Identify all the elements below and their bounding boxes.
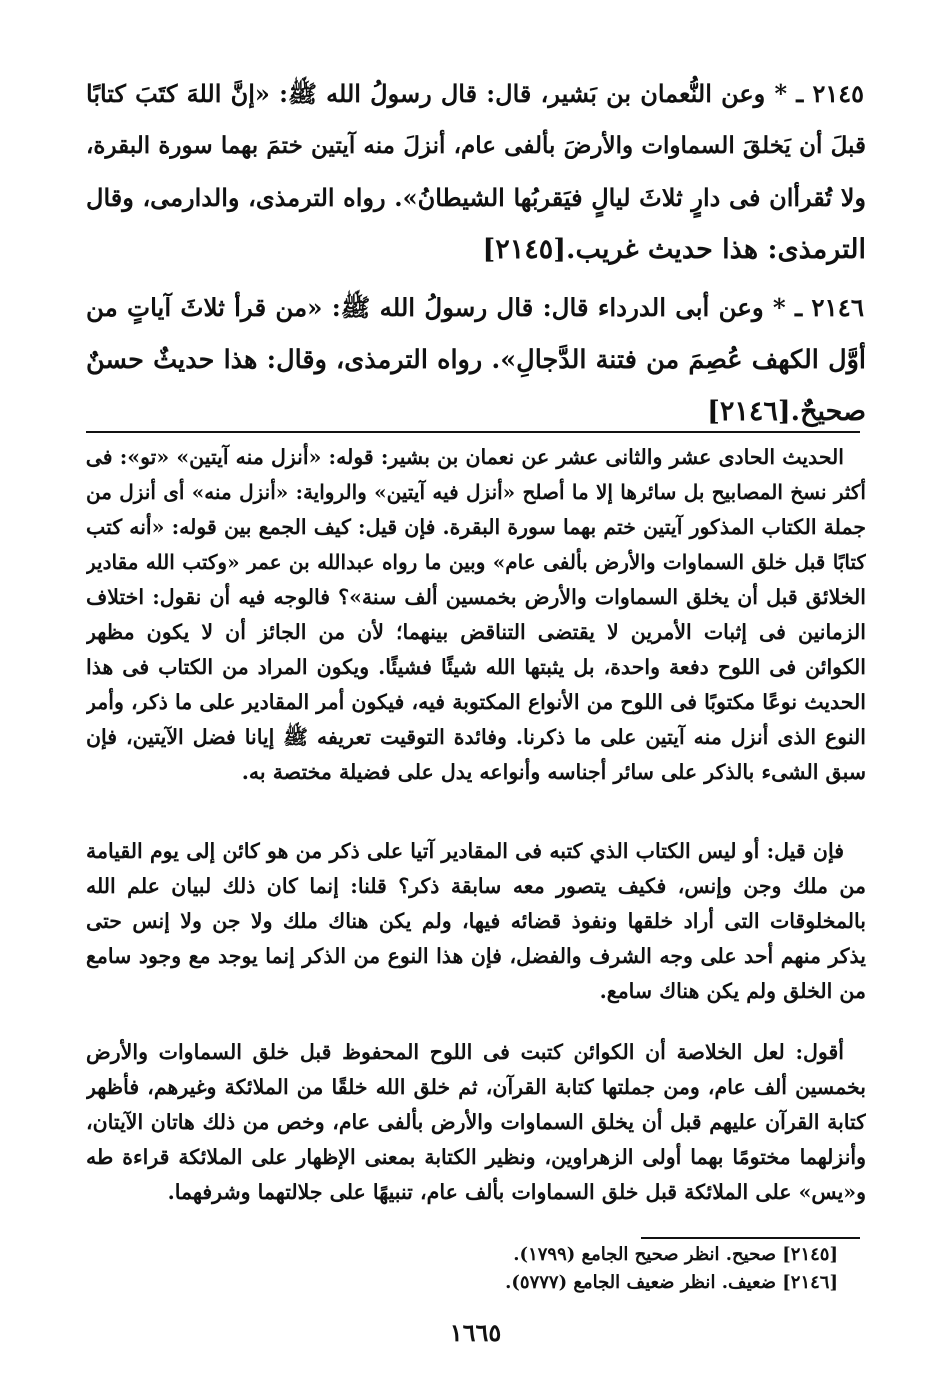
hadith-line: صحيحٌ.[٢١٤٦] <box>707 396 866 427</box>
hadith-line: ٢١٤٥ ـ * وعن النُّعمان بن بَشير، قال: قال رسولُ الله ﷺ: «إنَّ اللهَ كتَبَ كتابًا <box>86 79 864 108</box>
commentary-line: أكثر نسخ المصابيح بل سائرها إلا ما أصلح «أنزل فيه آيتين» والرواية: «أنزل منه» أى أنزل من <box>86 480 866 504</box>
footnote-2145: [٢١٤٥] صحيح. انظر صحيح الجامع (١٧٩٩). <box>513 1244 838 1265</box>
footnote-2146: [٢١٤٦] ضعيف. انظر ضعيف الجامع (٥٧٧٧). <box>505 1272 838 1293</box>
commentary-line: الزمانين فى إثبات الأمرين لا يقتضى التناقض بينهما؛ لأن من الجائز أن لا يكون مظهر <box>86 620 866 644</box>
commentary-line: النوع الذى أنزل منه آيتين على ما ذكرنا. وفائدة التوقيت تعريفه ﷺ إيانا فضل الآيتين، فإن <box>86 725 866 749</box>
commentary-line: الخلائق قبل أن يخلق السماوات والأرض بخمسين ألف سنة»؟ فالوجه فيه أن نقول: اختلاف <box>86 585 866 609</box>
footnote-separator-line <box>641 1237 860 1239</box>
commentary-line: من ملك وجن وإنس، فكيف يتصور معه سابقة ذكر؟ قلنا: إنما كان ذلك لبيان علم الله <box>86 874 866 898</box>
hadith-line: قبلَ أن يَخلقَ السماوات والأرضَ بألفى عام، أنزلَ منه آيتين ختمَ بهما سورة البقرة، <box>86 132 866 159</box>
hadith-line: الترمذى: هذا حديث غريب.[٢١٤٥] <box>482 234 866 265</box>
commentary-paragraph-1 <box>86 440 866 790</box>
commentary-line: بخمسين ألف عام، ومن جملتها كتابة القرآن، ثم خلق الله خلقًا من الملائكة وغيرهم، فأظهر <box>86 1075 866 1099</box>
commentary-line: كتابة القرآن عليهم قبل أن يخلق السماوات والأرض بألفى عام، وخص من ذلك هاتان الآيتان، <box>86 1110 866 1134</box>
commentary-line: فإن قيل: أو ليس الكتاب الذي كتبه فى المقادير آتيا على ذكر من هو كائن إلى يوم القيامة <box>86 839 844 863</box>
hadith-line: ولا تُقرأان فى دارٍ ثلاثَ ليالٍ فيَقربُها الشيطانُ». رواه الترمذى، والدارمى، وقال <box>86 183 866 212</box>
commentary-line: وأنزلهما مختومًا بهما أولى الزهراوين، ونظير الكتابة بمعنى الإظهار على الملائكة قراءة طه <box>86 1145 866 1169</box>
commentary-line: أقول: لعل الخلاصة أن الكوائن كتبت فى اللوح المحفوظ قبل خلق السماوات والأرض <box>86 1040 844 1064</box>
commentary-line: سبق الشىء بالذكر على سائر أجناسه وأنواعه يدل على فضيلة مختصة به. <box>241 760 866 784</box>
commentary-line: و«يس» على الملائكة قبل خلق السماوات بألف عام، تنبيهًا على جلالتهما وشرفهما. <box>167 1180 866 1204</box>
hadith-2146 <box>86 282 866 438</box>
commentary-line: الكوائن فى اللوح دفعة واحدة، بل يثبتها الله شيئًا فشيئًا. ويكون المراد من الكتاب فى هذا <box>86 655 866 679</box>
commentary-line: كتابًا قبل خلق السماوات والأرض بألفى عام» وبين ما رواه عبدالله بن عمر «وكتب الله مقادير <box>86 550 866 574</box>
hadith-line: ٢١٤٦ ـ * وعن أبى الدرداء قال: قال رسولُ الله ﷺ: «من قرأ ثلاثَ آياتٍ من <box>86 293 864 322</box>
hadith-line: أوَّل الكهف عُصِمَ من فتنة الدَّجالِ». رواه الترمذى، وقال: هذا حديثٌ حسنٌ <box>86 345 866 375</box>
commentary-line: الحديث الحادى عشر والثانى عشر عن نعمان بن بشير: قوله: «أنزل منه آيتين» «تو»: فى <box>86 445 844 469</box>
commentary-paragraph-3 <box>86 1035 866 1210</box>
main-separator-line <box>86 431 860 433</box>
commentary-line: الحديث نوعًا مكتوبًا فى اللوح من الأنواع المكتوبة فيه، فيكون أمر المقادير على ما ذكر، وأمر <box>86 690 866 714</box>
commentary-paragraph-2 <box>86 834 866 1009</box>
commentary-line: يذكر منهم أحد على وجه الشرف والفضل، فإن هذا النوع من الذكر إنما يوجد مع وجود سامع <box>86 944 866 968</box>
commentary-line: بالمخلوقات التى أراد خلقها ونفوذ قضائه فيها، ولم يكن هناك ملك ولا جن ولا إنس حتى <box>86 909 866 933</box>
footnotes <box>400 1241 838 1297</box>
hadith-2145 <box>86 68 866 276</box>
page-number: ١٦٦٥ <box>449 1318 502 1347</box>
commentary-line: من الخلق ولم يكن هناك سامع. <box>599 979 866 1003</box>
commentary-line: جملة الكتاب المذكور آيتين ختم بهما سورة البقرة. فإن قيل: كيف الجمع بين قوله: «أنه كتب <box>86 515 866 539</box>
